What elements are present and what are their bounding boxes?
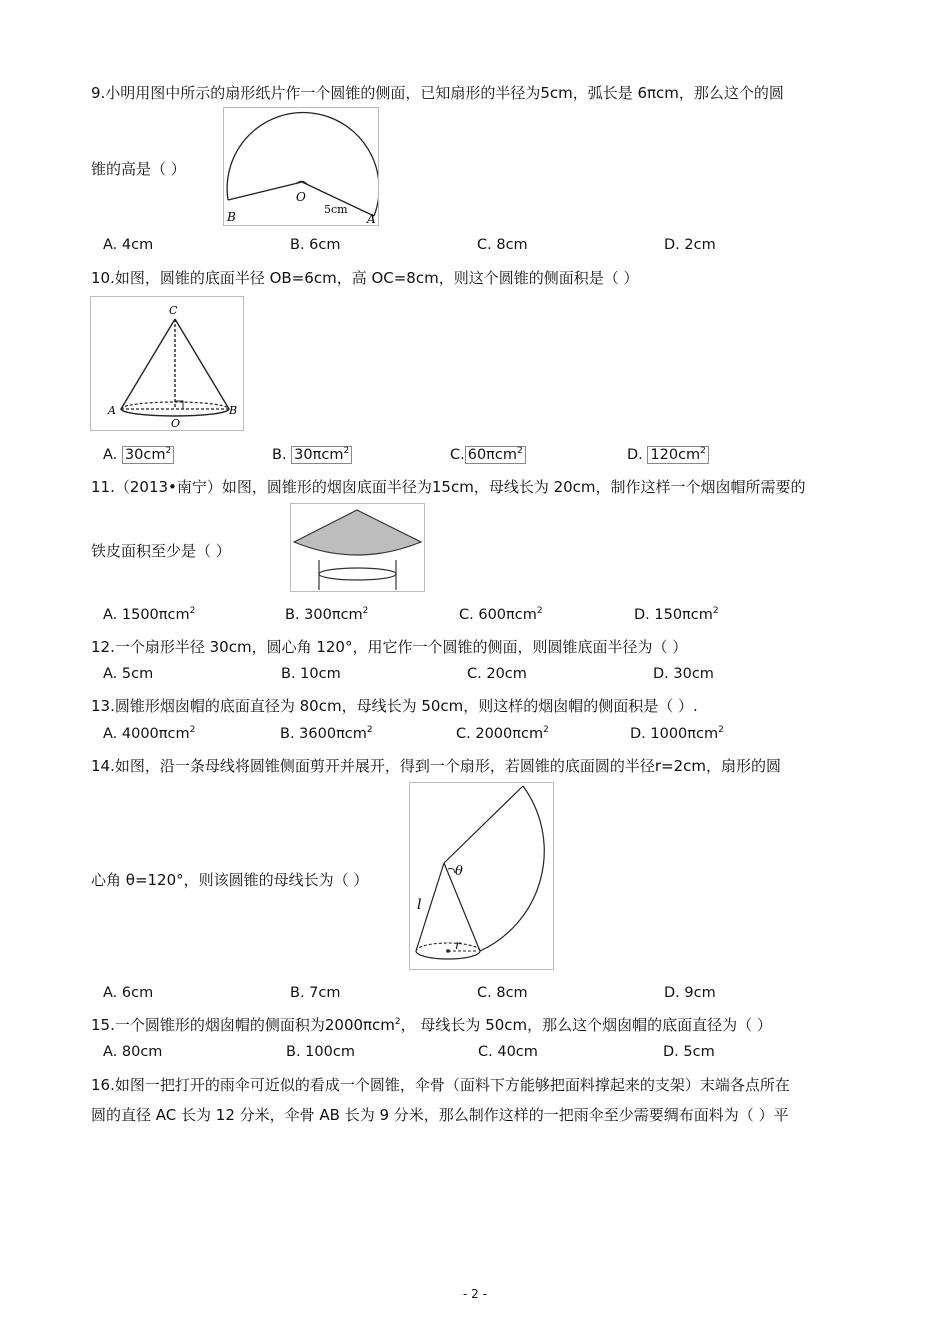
q14-label-theta: θ	[455, 864, 463, 879]
q10-option-b-exp: 2	[343, 446, 350, 456]
q14-label-l: l	[417, 897, 422, 913]
q9-label-a: A	[367, 212, 376, 225]
q14-line1: 14.如图，沿一条母线将圆锥侧面剪开并展开，得到一个扇形，若圆锥的底面圆的半径r=2cm，扇形的圆	[91, 757, 781, 775]
q10-text: 10.如图，圆锥的底面半径 OB=6cm，高 OC=8cm，则这个圆锥的侧面积是（ ）	[91, 269, 639, 287]
q10-option-d[interactable]	[627, 446, 709, 463]
q10-option-d-exp: 2	[700, 446, 706, 456]
q14-line2: 心角 θ=120°，则该圆锥的母线长为（ ）	[91, 871, 369, 889]
q9-option-b[interactable]: B. 6cm	[290, 237, 341, 253]
q15-option-b[interactable]: B. 100cm	[286, 1044, 355, 1060]
q13-option-a-exp: 2	[189, 725, 196, 735]
q10-option-d-value-box	[647, 446, 709, 464]
q9-line1: 9.小明用图中所示的扇形纸片作一个圆锥的侧面，已知扇形的半径为5cm，弧长是 6πcm，那么这个的圆	[91, 84, 784, 102]
q14-option-b[interactable]: B. 7cm	[290, 985, 341, 1001]
q13-option-c-exp: 2	[543, 725, 549, 735]
q10-label-a: A	[108, 404, 116, 417]
q10-option-b-letter: B.	[272, 447, 287, 463]
q12-option-c[interactable]: C. 20cm	[467, 666, 527, 682]
q11-chimney-cap-figure	[290, 503, 425, 592]
q10-option-c-exp: 2	[517, 446, 523, 456]
q15-text-before: 15.一个圆锥形的烟囱帽的侧面积为2000πcm	[91, 1016, 395, 1034]
q10-option-c-value: 60πcm	[467, 447, 518, 463]
q15-option-a[interactable]: A. 80cm	[103, 1044, 163, 1060]
q10-label-o: O	[171, 417, 181, 430]
q9-label-o: O	[296, 190, 306, 204]
q11-option-d[interactable]	[634, 606, 719, 623]
q11-option-a-value: A. 1500πcm	[103, 607, 190, 623]
q10-option-a-value-box	[122, 446, 174, 464]
q11-option-d-value: D. 150πcm	[634, 607, 713, 623]
q10-option-b-value-box	[291, 446, 352, 464]
q11-line2: 铁皮面积至少是（ ）	[91, 542, 231, 560]
q12-option-b[interactable]: B. 10cm	[281, 666, 341, 682]
q10-option-c[interactable]	[450, 446, 526, 463]
q12-option-a[interactable]: A. 5cm	[103, 666, 154, 682]
q11-option-b-value: B. 300πcm	[285, 607, 363, 623]
q10-label-b: B	[229, 404, 238, 417]
q13-option-a-value: A. 4000πcm	[103, 726, 190, 742]
q11-line1: 11.（2013•南宁）如图，圆锥形的烟囱底面半径为15cm，母线长为 20cm，制作这样一个烟囱帽所需要的	[91, 478, 806, 496]
q13-option-b[interactable]	[280, 725, 373, 742]
q10-option-c-value-box	[465, 446, 526, 464]
q13-option-a[interactable]	[103, 725, 195, 742]
page-number: - 2 -	[463, 1287, 487, 1301]
q15-text	[91, 1014, 772, 1035]
q14-label-r: r	[455, 938, 461, 952]
q13-option-d-exp: 2	[718, 725, 724, 735]
q15-exp: 2	[394, 1017, 401, 1027]
q13-option-b-exp: 2	[366, 725, 373, 735]
q14-option-a[interactable]: A. 6cm	[103, 985, 154, 1001]
q9-label-radius: 5cm	[324, 203, 348, 216]
q10-option-a[interactable]	[103, 446, 174, 463]
q11-option-a[interactable]	[103, 606, 195, 623]
q15-text-after: ， 母线长为 50cm，那么这个烟囱帽的底面直径为（ ）	[400, 1016, 772, 1034]
q12-text: 12.一个扇形半径 30cm，圆心角 120°，用它作一个圆锥的侧面，则圆锥底面半径为（ ）	[91, 638, 688, 656]
q10-option-d-letter: D.	[627, 447, 643, 463]
q9-line2: 锥的高是（ ）	[91, 160, 186, 178]
q14-unfolded-cone-figure	[409, 782, 554, 970]
q9-label-b: B	[227, 210, 236, 224]
q11-option-b-exp: 2	[362, 606, 369, 616]
q16-line1: 16.如图一把打开的雨伞可近似的看成一个圆锥，伞骨（面料下方能够把面料撑起来的支架）末端各点所在	[91, 1076, 790, 1094]
q11-option-b[interactable]	[285, 606, 368, 623]
q13-option-d-value: D. 1000πcm	[630, 726, 719, 742]
q13-text: 13.圆锥形烟囱帽的底面直径为 80cm，母线长为 50cm，则这样的烟囱帽的侧面积是（ ）.	[91, 697, 698, 715]
q10-option-c-letter: C.	[450, 447, 465, 463]
q10-label-c: C	[169, 304, 178, 317]
q11-option-d-exp: 2	[712, 606, 719, 616]
q11-option-a-exp: 2	[189, 606, 196, 616]
q13-option-c[interactable]	[456, 725, 549, 742]
q9-option-a[interactable]: A. 4cm	[103, 237, 154, 253]
q13-option-d[interactable]	[630, 725, 724, 742]
q10-option-d-value: 120cm	[650, 447, 701, 463]
q10-option-a-value: 30cm	[124, 447, 166, 463]
q10-cone-figure	[90, 296, 244, 431]
q14-option-d[interactable]: D. 9cm	[664, 985, 716, 1001]
q13-option-b-value: B. 3600πcm	[280, 726, 367, 742]
q10-option-b[interactable]	[272, 446, 352, 463]
q15-option-c[interactable]: C. 40cm	[478, 1044, 538, 1060]
q10-option-a-exp: 2	[165, 446, 172, 456]
q9-option-c[interactable]: C. 8cm	[477, 237, 528, 253]
q16-line2: 圆的直径 AC 长为 12 分米，伞骨 AB 长为 9 分米，那么制作这样的一把雨伞至少需要绸布面料为（ ）平	[91, 1106, 789, 1124]
q10-option-a-letter: A.	[103, 447, 118, 463]
q15-option-d[interactable]: D. 5cm	[663, 1044, 715, 1060]
q13-option-c-value: C. 2000πcm	[456, 726, 544, 742]
q11-option-c[interactable]	[459, 606, 543, 623]
q11-option-c-value: C. 600πcm	[459, 607, 537, 623]
q14-option-c[interactable]: C. 8cm	[477, 985, 528, 1001]
q12-option-d[interactable]: D. 30cm	[653, 666, 714, 682]
q9-option-d[interactable]: D. 2cm	[664, 237, 716, 253]
q11-option-c-exp: 2	[536, 606, 543, 616]
q9-sector-figure	[223, 107, 379, 226]
q10-option-b-value: 30πcm	[294, 447, 344, 463]
